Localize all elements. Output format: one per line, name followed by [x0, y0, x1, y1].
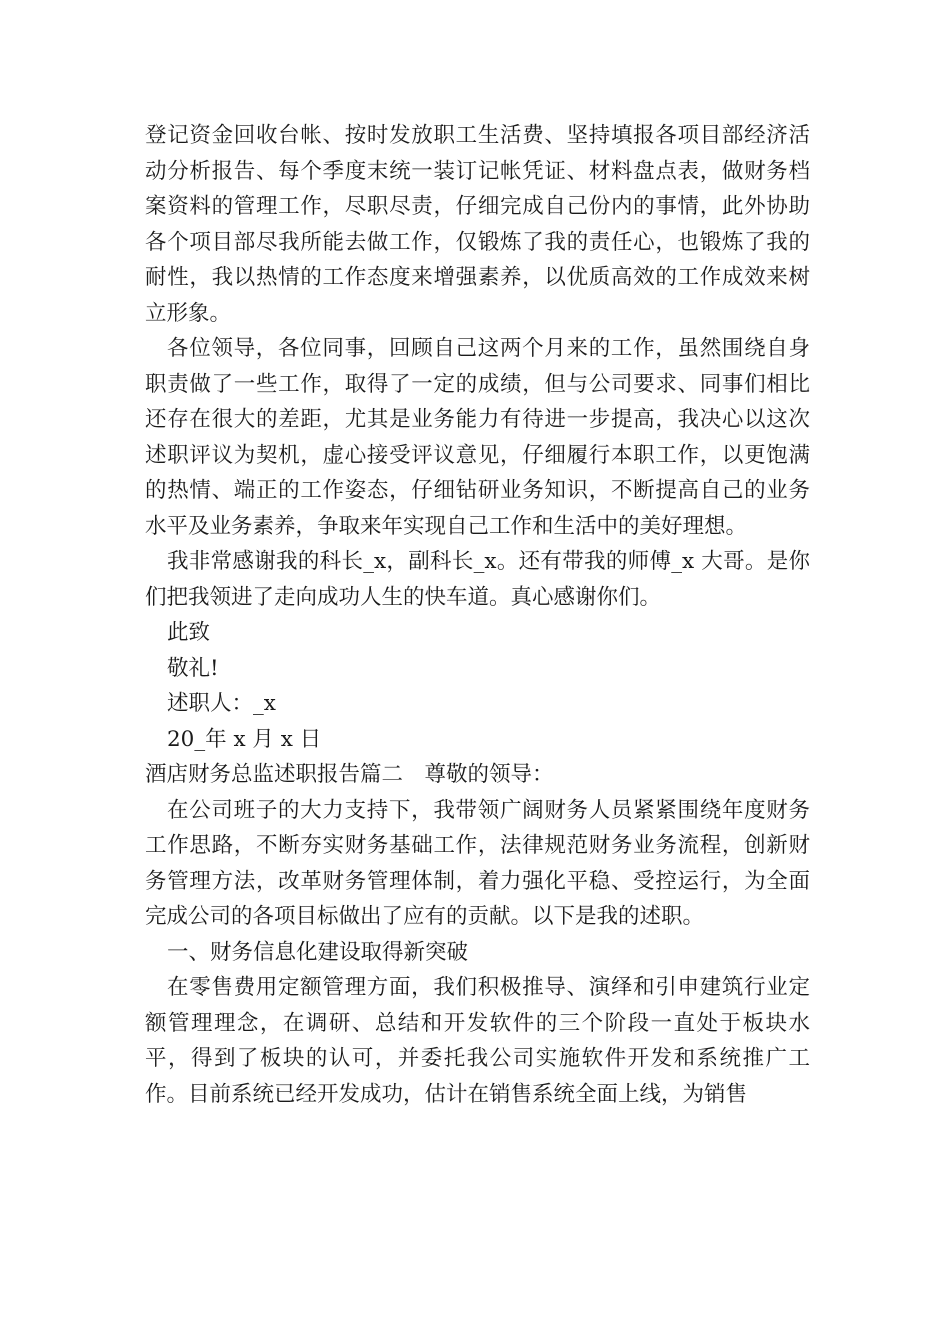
section-title: 酒店财务总监述职报告篇二 尊敬的领导：: [145, 762, 554, 787]
paragraph-3: 我非常感谢我的科长_x，副科长_x。还有带我的师傅_x 大哥。是你们把我领进了走向成功人生的快车道。真心感谢你们。: [145, 549, 810, 610]
document-body: [145, 118, 810, 1112]
paragraph-1: 登记资金回收台帐、按时发放职工生活费、坚持填报各项目部经济活动分析报告、每个季度末统一装订记帐凭证、材料盘点表，做财务档案资料的管理工作，尽职尽责，仔细完成自己份内的事情，此外协助各个项目部尽我所能去做工作，仅锻炼了我的责任心，也锻炼了我的耐性，我以热情的工作态度来增强素养，以优质高效的工作成效来树立形象。: [145, 123, 810, 326]
sub-heading-1: 一、财务信息化建设取得新突破: [167, 939, 469, 965]
signature-line: 述职人：_x: [167, 691, 276, 716]
date-line: 20_年 x 月 x 日: [167, 726, 322, 752]
closing-regards: 敬礼!: [167, 655, 219, 681]
paragraph-2: 各位领导，各位同事，回顾自己这两个月来的工作，虽然围绕自身职责做了一些工作，取得了一定的成绩，但与公司要求、同事们相比还存在很大的差距，尤其是业务能力有待进一步提高，我决心以这次述职评议为契机，虚心接受评议意见，仔细履行本职工作，以更饱满的热情、端正的工作姿态，仔细钻研业务知识，不断提高自己的业务水平及业务素养，争取来年实现自己工作和生活中的美好理想。: [145, 336, 810, 539]
paragraph-intro: 在公司班子的大力支持下，我带领广阔财务人员紧紧围绕年度财务工作思路，不断夯实财务基础工作，法律规范财务业务流程，创新财务管理方法，改革财务管理体制，着力强化平稳、受控运行，为全面完成公司的各项目标做出了应有的贡献。以下是我的述职。: [145, 797, 810, 929]
closing-salutation: 此致: [167, 620, 211, 645]
paragraph-section-1: 在零售费用定额管理方面，我们积极推导、演绎和引申建筑行业定额管理理念，在调研、总结和开发软件的三个阶段一直处于板块水平，得到了板块的认可，并委托我公司实施软件开发和系统推广工作。目前系统已经开发成功，估计在销售系统全面上线，为销售: [145, 975, 810, 1107]
